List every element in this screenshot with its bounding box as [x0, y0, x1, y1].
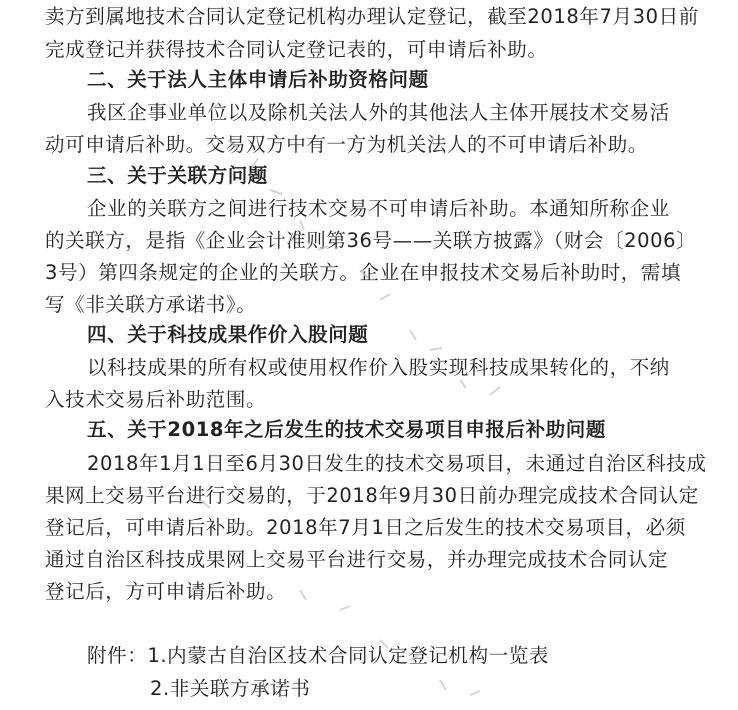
- paragraph-line: 2018年1月1日至6月30日发生的技术交易项目，未通过自治区科技成: [87, 452, 707, 475]
- section-heading-2: 二、关于法人主体申请后补助资格问题: [87, 68, 429, 91]
- attachment-item-1: 1.内蒙古自治区技术合同认定登记机构一览表: [147, 644, 550, 667]
- attachment-line-1: [87, 643, 549, 669]
- paragraph-line: 完成登记并获得技术合同认定登记表的，可申请后补助。: [45, 38, 548, 61]
- paragraph-line: 卖方到属地技术合同认定登记机构办理认定登记，截至2018年7月30日前: [45, 5, 699, 28]
- section-heading-4: 四、关于科技成果作价入股问题: [87, 323, 369, 346]
- paragraph-line: 我区企事业单位以及除机关法人外的其他法人主体开展技术交易活: [87, 101, 670, 124]
- paragraph-line: 企业的关联方之间进行技术交易不可申请后补助。本通知所称企业: [87, 197, 670, 220]
- paragraph-line: 果网上交易平台进行交易的，于2018年9月30日前办理完成技术合同认定: [45, 484, 699, 507]
- paragraph-line: 登记后，方可申请后补助。: [45, 580, 287, 603]
- paragraph-line: 通过自治区科技成果网上交易平台进行交易，并办理完成技术合同认定: [45, 548, 669, 571]
- paragraph-line: 入技术交易后补助范围。: [45, 388, 267, 411]
- section-heading-5: 五、关于2018年之后发生的技术交易项目申报后补助问题: [87, 418, 606, 441]
- paragraph-line: 登记后，可申请后补助。2018年7月1日之后发生的技术交易项目，必须: [45, 516, 686, 539]
- paragraph-line: 写《非关联方承诺书》。: [45, 293, 257, 316]
- attachment-label: 附件：: [87, 644, 148, 667]
- paragraph-line: 的关联方，是指《企业会计准则第36号——关联方披露》（财会〔2006〕: [45, 229, 697, 252]
- section-heading-3: 三、关于关联方问题: [87, 164, 268, 187]
- attachment-item-2: 2.非关联方承诺书: [150, 677, 311, 700]
- paragraph-line: 以科技成果的所有权或使用权作价入股实现科技成果转化的，不纳: [87, 356, 670, 379]
- paragraph-line: 3号）第四条规定的企业的关联方。企业在申报技术交易后补助时，需填: [45, 261, 682, 284]
- paragraph-line: 动可申请后补助。交易双方中有一方为机关法人的不可申请后补助。: [45, 133, 649, 156]
